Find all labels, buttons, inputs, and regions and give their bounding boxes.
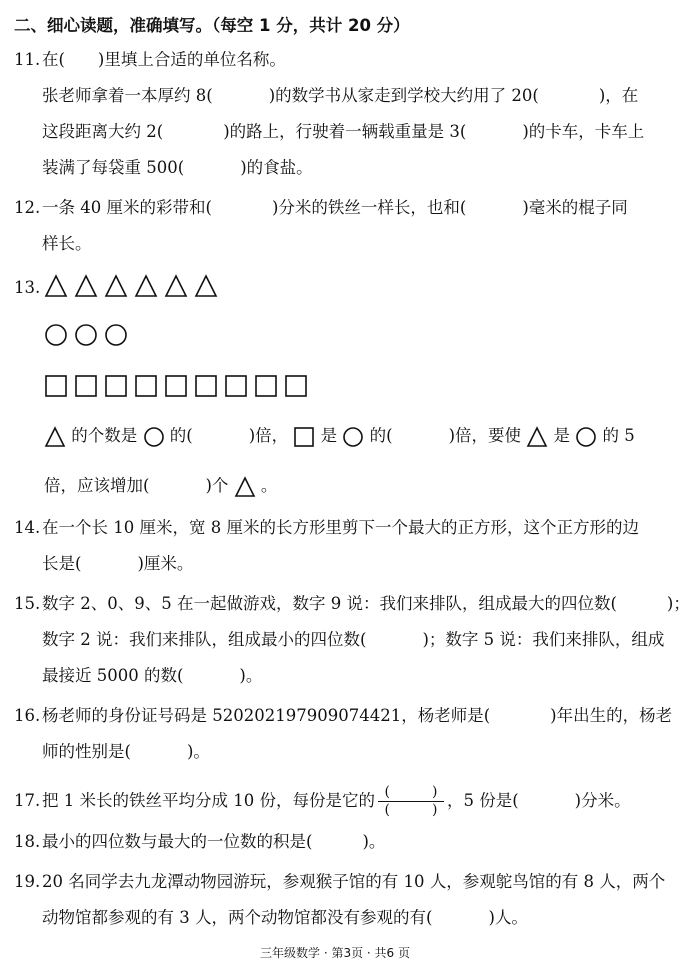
question-prompt: 在( )里填上合适的单位名称。 xyxy=(42,50,286,69)
triangle-icon xyxy=(134,274,158,298)
text: 这段距离大约 2( xyxy=(42,122,164,141)
text: )；数字 5 说：我们来排队，组成 xyxy=(422,630,665,649)
text: )分米。 xyxy=(574,791,631,810)
text: )倍，要使 xyxy=(448,426,521,445)
text: 最小的四位数与最大的一位数的积是( xyxy=(42,832,313,851)
text: )毫米的棍子同 xyxy=(522,198,628,217)
square-icon xyxy=(194,374,218,398)
circle-icon xyxy=(575,426,597,448)
text: 动物馆都参观的有 3 人，两个动物馆都没有参观的有( xyxy=(42,908,433,927)
text: 是 xyxy=(553,426,570,445)
square-icon xyxy=(254,374,278,398)
square-icon xyxy=(134,374,158,398)
text: 数字 2、0、9、5 在一起做游戏，数字 9 说：我们来排队，组成最大的四位数( xyxy=(42,594,617,613)
text: 长是( xyxy=(42,554,82,573)
text: 一条 40 厘米的彩带和( xyxy=(42,198,212,217)
text: )。 xyxy=(186,742,210,761)
question-16-line-2 xyxy=(42,740,660,764)
triangle-icon xyxy=(74,274,98,298)
question-13-line-1 xyxy=(44,424,660,448)
question-number: 14. xyxy=(14,518,41,537)
square-icon xyxy=(293,426,315,448)
text: 张老师拿着一本厚约 8( xyxy=(42,86,213,105)
question-number: 18. xyxy=(14,832,41,851)
question-11-line-2 xyxy=(42,120,660,144)
page-footer: 三年级数学 · 第3页 · 共6 页 xyxy=(260,946,410,960)
question-number: 19. xyxy=(14,872,41,891)
question-number: 13. xyxy=(14,278,41,297)
text: )倍， xyxy=(248,426,289,445)
text: 把 1 米长的铁丝平均分成 10 份，每份是它的 xyxy=(42,791,375,810)
text: )。 xyxy=(239,666,263,685)
question-19 xyxy=(14,870,666,894)
square-icon xyxy=(44,374,68,398)
triangle-icon xyxy=(44,426,66,448)
text: ，5 份是( xyxy=(446,791,519,810)
text: 的( xyxy=(369,426,393,445)
text: )个 xyxy=(205,476,229,495)
square-icon xyxy=(224,374,248,398)
fraction-answer[interactable] xyxy=(375,784,447,819)
question-11-line-1 xyxy=(42,84,660,108)
fraction-denominator: ( ) xyxy=(384,802,438,818)
text: )。 xyxy=(362,832,386,851)
question-17 xyxy=(14,784,660,819)
text: 杨老师的身份证号码是 520202197909074421，杨老师是( xyxy=(42,706,491,725)
section-title: 二、细心读题，准确填写。（每空 1 分，共计 20 分） xyxy=(14,16,410,35)
circle-icon xyxy=(104,323,128,347)
question-19-line-2 xyxy=(42,906,660,930)
triangle-icon xyxy=(234,476,256,498)
circle-icon xyxy=(44,323,68,347)
text: )，在 xyxy=(598,86,639,105)
triangle-icon xyxy=(164,274,188,298)
text: )的卡车，卡车上 xyxy=(522,122,645,141)
square-row xyxy=(44,374,314,398)
question-number: 17. xyxy=(14,791,41,810)
triangle-icon xyxy=(194,274,218,298)
question-11 xyxy=(14,48,660,72)
question-16 xyxy=(14,704,673,728)
question-12 xyxy=(14,196,660,220)
text: 师的性别是( xyxy=(42,742,131,761)
triangle-row xyxy=(44,274,224,298)
text: 倍，应该增加( xyxy=(44,476,150,495)
question-number: 12. xyxy=(14,198,41,217)
text: )； xyxy=(666,594,690,613)
text: 的个数是 xyxy=(71,426,138,445)
text: 是 xyxy=(320,426,338,445)
triangle-icon xyxy=(104,274,128,298)
question-13-line-2 xyxy=(44,474,660,498)
question-14-line-2 xyxy=(42,552,660,576)
circle-icon xyxy=(342,426,364,448)
question-number: 11. xyxy=(14,50,41,69)
square-icon xyxy=(74,374,98,398)
text: 装满了每袋重 500( xyxy=(42,158,185,177)
text: )厘米。 xyxy=(137,554,194,573)
question-11-line-3 xyxy=(42,156,660,180)
text: )分米的铁丝一样长，也和( xyxy=(271,198,467,217)
text: 在一个长 10 厘米，宽 8 厘米的长方形里剪下一个最大的正方形，这个正方形的边 xyxy=(42,518,639,537)
question-18 xyxy=(14,830,660,854)
text: 的( xyxy=(169,426,193,445)
text: )年出生的，杨老 xyxy=(550,706,673,725)
square-icon xyxy=(104,374,128,398)
question-15 xyxy=(14,592,690,616)
question-12-line-2: 样长。 xyxy=(42,234,92,253)
square-icon xyxy=(164,374,188,398)
text: )人。 xyxy=(488,908,528,927)
text: 数字 2 说：我们来排队，组成最小的四位数( xyxy=(42,630,367,649)
text: )的食盐。 xyxy=(240,158,313,177)
circle-row xyxy=(44,323,134,347)
text: )的路上，行驶着一辆载重量是 3( xyxy=(223,122,467,141)
question-15-line-3 xyxy=(42,664,660,688)
fraction-numerator: ( ) xyxy=(384,784,438,800)
triangle-icon xyxy=(44,274,68,298)
question-number: 16. xyxy=(14,706,41,725)
text: 20 名同学去九龙潭动物园游玩，参观猴子馆的有 10 人，参观鸵鸟馆的有 8 人，两个 xyxy=(42,872,666,891)
question-number: 15. xyxy=(14,594,41,613)
triangle-icon xyxy=(526,426,548,448)
circle-icon xyxy=(143,426,165,448)
circle-icon xyxy=(74,323,98,347)
text: 。 xyxy=(260,476,278,495)
text: 最接近 5000 的数( xyxy=(42,666,184,685)
square-icon xyxy=(284,374,308,398)
text: 的 5 xyxy=(602,426,635,445)
question-14 xyxy=(14,516,660,540)
question-15-line-2 xyxy=(42,628,665,652)
text: )的数学书从家走到学校大约用了 20( xyxy=(268,86,539,105)
